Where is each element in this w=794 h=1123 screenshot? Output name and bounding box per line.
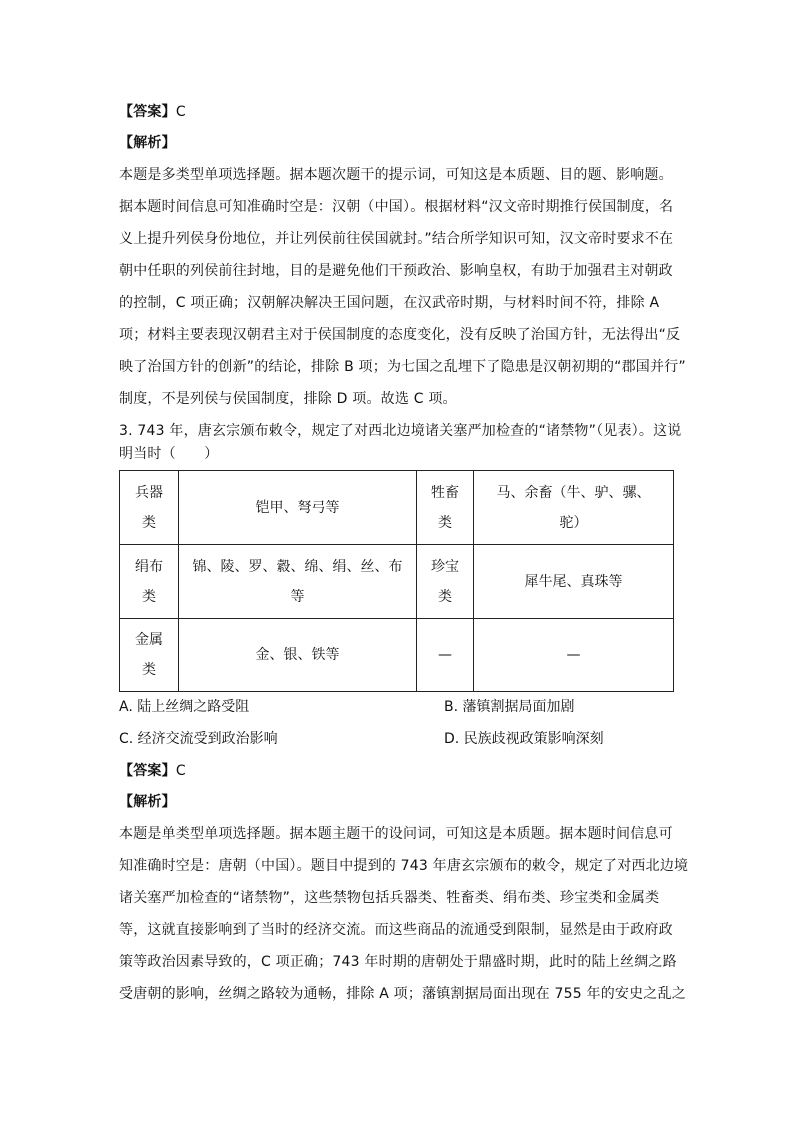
cell-text: 等	[290, 588, 305, 605]
cell-text: 类	[142, 662, 156, 678]
q3-stem-line: 明当时（ ）	[119, 446, 219, 462]
cell-text: 金属	[135, 632, 163, 648]
q3-stem-line: 3. 743 年，唐玄宗颁布敕令，规定了对西北边境诸关塞严加检查的“诸禁物”（见表）。这说	[119, 423, 682, 439]
q3-analysis-line: 等，这就直接影响到了当时的经济交流。而这些商品的流通受到限制，显然是由于政府政	[119, 922, 673, 938]
cell-text: 类	[142, 514, 156, 531]
table-cell-category	[417, 545, 474, 619]
option-c[interactable]: C. 经济交流受到政治影响	[119, 731, 278, 747]
table-cell-items	[474, 619, 674, 692]
q2-analysis-line: 的控制，C 项正确；汉朝解决解决王国问题，在汉武帝时期，与材料时间不符，排除 A	[119, 295, 660, 311]
cell-text: 驼）	[559, 514, 588, 531]
cell-text: 类	[438, 514, 452, 531]
table-row	[120, 545, 674, 619]
table-cell-items	[179, 545, 417, 619]
q2-analysis-line: 本题是多类型单项选择题。据本题次题干的提示词，可知这是本质题、目的题、影响题。	[119, 167, 673, 183]
cell-text: 类	[438, 588, 452, 605]
cell-text: 类	[142, 588, 156, 605]
cell-text: 珍宝	[431, 558, 459, 575]
q3-analysis-line: 诸关塞严加检查的“诸禁物”，这些禁物包括兵器类、牲畜类、绢布类、珍宝类和金属类	[119, 890, 660, 906]
table-cell-category	[120, 619, 179, 692]
q3-answer	[119, 761, 186, 781]
forbidden-items-table	[119, 470, 674, 692]
table-row	[120, 619, 674, 692]
q2-answer	[119, 102, 186, 122]
table-cell-category	[417, 619, 474, 692]
q2-analysis-line: 映了治国方针的创新”的结论，排除 B 项；为七国之乱埋下了隐患是汉朝初期的“郡国并行”	[119, 359, 686, 375]
option-a[interactable]: A. 陆上丝绸之路受阻	[119, 699, 250, 715]
q3-answer-value: C	[175, 763, 186, 779]
q3-answer-label: 【答案】	[119, 763, 176, 779]
cell-text: —	[566, 647, 581, 663]
cell-text: 兵器	[135, 484, 163, 501]
q2-analysis-line: 制度，不是列侯与侯国制度，排除 D 项。故选 C 项。	[119, 391, 457, 407]
q3-analysis-line: 受唐朝的影响，丝绸之路较为通畅，排除 A 项；藩镇割据局面出现在 755 年的安史之乱之	[119, 986, 686, 1002]
cell-text: 马、余畜（牛、驴、骡、	[496, 484, 651, 501]
q3-analysis-line: 策等政治因素导致的，C 项正确；743 年时期的唐朝处于鼎盛时期，此时的陆上丝绸之路	[119, 954, 677, 970]
cell-text: 铠甲、弩弓等	[255, 499, 340, 516]
table-row	[120, 471, 674, 545]
q2-answer-label: 【答案】	[119, 104, 176, 120]
cell-text: 金、银、铁等	[255, 647, 340, 663]
cell-text: 犀牛尾、真珠等	[524, 573, 623, 590]
q2-analysis-line: 据本题时间信息可知准确时空是：汉朝（中国）。根据材料“汉文帝时期推行侯国制度，名	[119, 199, 674, 215]
option-d[interactable]: D. 民族歧视政策影响深刻	[444, 731, 604, 747]
q2-analysis-line: 朝中任职的列侯前往封地，目的是避免他们干预政治、影响皇权，有助于加强君主对朝政	[119, 263, 673, 279]
cell-text: 锦、陵、罗、縠、绵、绢、丝、布	[192, 558, 403, 575]
table-cell-items	[179, 619, 417, 692]
table-cell-category	[120, 545, 179, 619]
q3-analysis-line: 本题是单类型单项选择题。据本题主题干的设问词，可知这是本质题。据本题时间信息可	[119, 826, 673, 842]
q2-answer-value: C	[175, 104, 186, 120]
table-cell-items	[179, 471, 417, 545]
cell-text: 牲畜	[431, 484, 459, 501]
cell-text: 绢布	[135, 558, 163, 575]
q3-analysis-label: 【解析】	[119, 794, 176, 810]
q3-analysis-line: 知准确时空是：唐朝（中国）。题目中提到的 743 年唐玄宗颁布的敕令，规定了对西北边境	[119, 858, 689, 874]
q2-analysis-label: 【解析】	[119, 135, 176, 151]
table-cell-items	[474, 545, 674, 619]
table-cell-items	[474, 471, 674, 545]
q2-analysis-line: 义上提升列侯身份地位，并让列侯前往侯国就封。”结合所学知识可知，汉文帝时要求不在	[119, 231, 674, 247]
q2-analysis-line: 项；材料主要表现汉朝君主对于侯国制度的态度变化，没有反映了治国方针，无法得出“反	[119, 327, 681, 343]
option-b[interactable]: B. 藩镇割据局面加剧	[444, 699, 575, 715]
table-cell-category	[417, 471, 474, 545]
table-cell-category	[120, 471, 179, 545]
cell-text: —	[438, 647, 452, 663]
